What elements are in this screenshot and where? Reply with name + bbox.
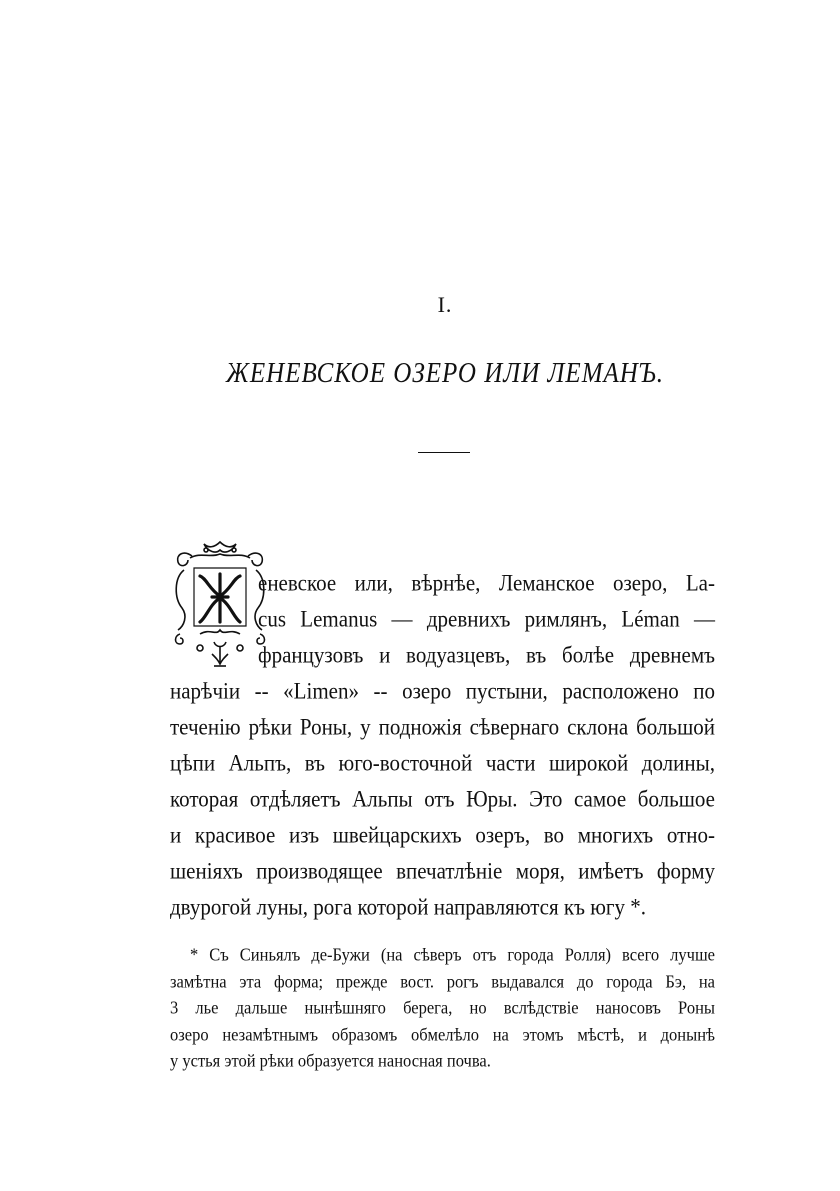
text-line: и красивое изъ швейцарскихъ озеръ, во многихъ отно- (170, 821, 715, 849)
separator-rule (418, 452, 470, 453)
text-line: теченію рѣки Роны, у подножія сѣвернаго склона большой (170, 713, 715, 741)
text-line: еневское или, вѣрнѣе, Леманское озеро, La- (258, 569, 715, 597)
footnote-line: * Съ Синьялъ де-Бужи (на сѣверъ отъ города Ролля) всего лучше (190, 943, 715, 965)
text-line: цѣпи Альпъ, въ юго-восточной части широкой долины, (170, 749, 715, 777)
chapter-number: I. (437, 292, 453, 317)
footnote-line: замѣтна эта форма; прежде вост. рогъ выдавался до города Бэ, на (170, 970, 715, 992)
chapter-title: ЖЕНЕВСКОЕ ОЗЕРО ИЛИ ЛЕМАНЪ. (225, 358, 664, 389)
text-line: нарѣчіи -- «Limen» -- озеро пустыни, расположено по (170, 677, 715, 705)
footnote-line: у устья этой рѣки образуется наносная почва. (170, 1049, 491, 1071)
footnote (170, 942, 715, 1075)
footnote-line: озеро незамѣтнымъ образомъ обмелѣло на этомъ мѣстѣ, и донынѣ (170, 1023, 715, 1045)
text-line: cus Lemanus — древнихъ римлянъ, Léman — (258, 605, 715, 633)
text-line: шеніяхъ производящее впечатлѣніе моря, имѣетъ форму (170, 857, 715, 885)
footnote-line: 3 лье дальше нынѣшняго берега, но вслѣдствіе наносовъ Роны (170, 996, 715, 1018)
text-line: двурогой луны, рога которой направляются къ югу *. (170, 893, 647, 921)
body-text (170, 565, 715, 925)
text-line: французовъ и водуазцевъ, въ болѣе древнемъ (258, 641, 715, 669)
text-line: которая отдѣляетъ Альпы отъ Юры. Это самое большое (170, 785, 715, 813)
